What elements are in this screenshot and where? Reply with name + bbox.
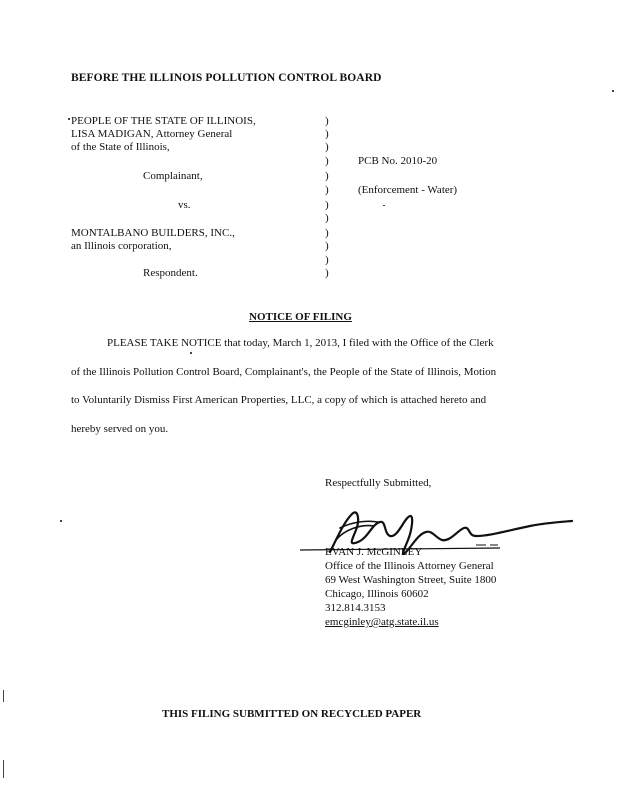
caption-paren: ) xyxy=(325,267,329,279)
signature-closing: Respectfully Submitted, xyxy=(325,477,432,489)
caption-paren: ) xyxy=(325,115,329,127)
caption-respondent: Respondent. xyxy=(143,267,198,279)
scan-speck xyxy=(383,205,385,206)
scan-speck xyxy=(3,760,4,778)
scan-speck xyxy=(612,90,614,92)
caption-paren: ) xyxy=(325,240,329,252)
scan-speck xyxy=(68,118,70,120)
signer-email: emcginley@atg.state.il.us xyxy=(325,616,439,628)
case-type: (Enforcement - Water) xyxy=(358,184,458,196)
caption-paren: ) xyxy=(325,212,329,224)
scan-speck xyxy=(3,690,4,702)
caption-respondent-line-2: an Illinois corporation, xyxy=(71,240,172,252)
caption-paren: ) xyxy=(325,128,329,140)
caption-paren: ) xyxy=(325,184,329,196)
caption-party-line-1: PEOPLE OF THE STATE OF ILLINOIS, xyxy=(71,115,256,127)
notice-title: NOTICE OF FILING xyxy=(249,311,352,323)
caption-paren: ) xyxy=(325,254,329,266)
caption-vs: vs. xyxy=(178,199,191,211)
signer-address: 69 West Washington Street, Suite 1800 xyxy=(325,574,497,586)
caption-respondent-line-1: MONTALBANO BUILDERS, INC., xyxy=(71,227,235,239)
notice-line-2: of the Illinois Pollution Control Board, Complainant's, the People of the State of Illinois, Motion xyxy=(71,366,497,378)
caption-paren: ) xyxy=(325,170,329,182)
caption-party-line-2: LISA MADIGAN, Attorney General xyxy=(71,128,233,140)
notice-line-3: to Voluntarily Dismiss First American Properties, LLC, a copy of which is attached hereto and xyxy=(71,394,487,406)
caption-party-line-3: of the State of Illinois, xyxy=(71,141,170,153)
signer-phone: 312.814.3153 xyxy=(325,602,386,614)
scan-speck xyxy=(60,520,62,522)
caption-paren: ) xyxy=(325,141,329,153)
notice-line-1: PLEASE TAKE NOTICE that today, March 1, 2013, I filed with the Office of the Clerk xyxy=(107,337,494,349)
scan-speck xyxy=(190,352,192,354)
recycled-paper-footer: THIS FILING SUBMITTED ON RECYCLED PAPER xyxy=(162,708,422,720)
signer-city: Chicago, Illinois 60602 xyxy=(325,588,429,600)
caption-paren: ) xyxy=(325,155,329,167)
signer-name: EVAN J. McGINLEY xyxy=(325,546,423,558)
case-number: PCB No. 2010-20 xyxy=(358,155,438,167)
caption-paren: ) xyxy=(325,227,329,239)
signer-office: Office of the Illinois Attorney General xyxy=(325,560,494,572)
board-heading: BEFORE THE ILLINOIS POLLUTION CONTROL BOARD xyxy=(71,72,382,84)
notice-line-4: hereby served on you. xyxy=(71,423,169,435)
caption-paren: ) xyxy=(325,199,329,211)
caption-complainant: Complainant, xyxy=(143,170,203,182)
